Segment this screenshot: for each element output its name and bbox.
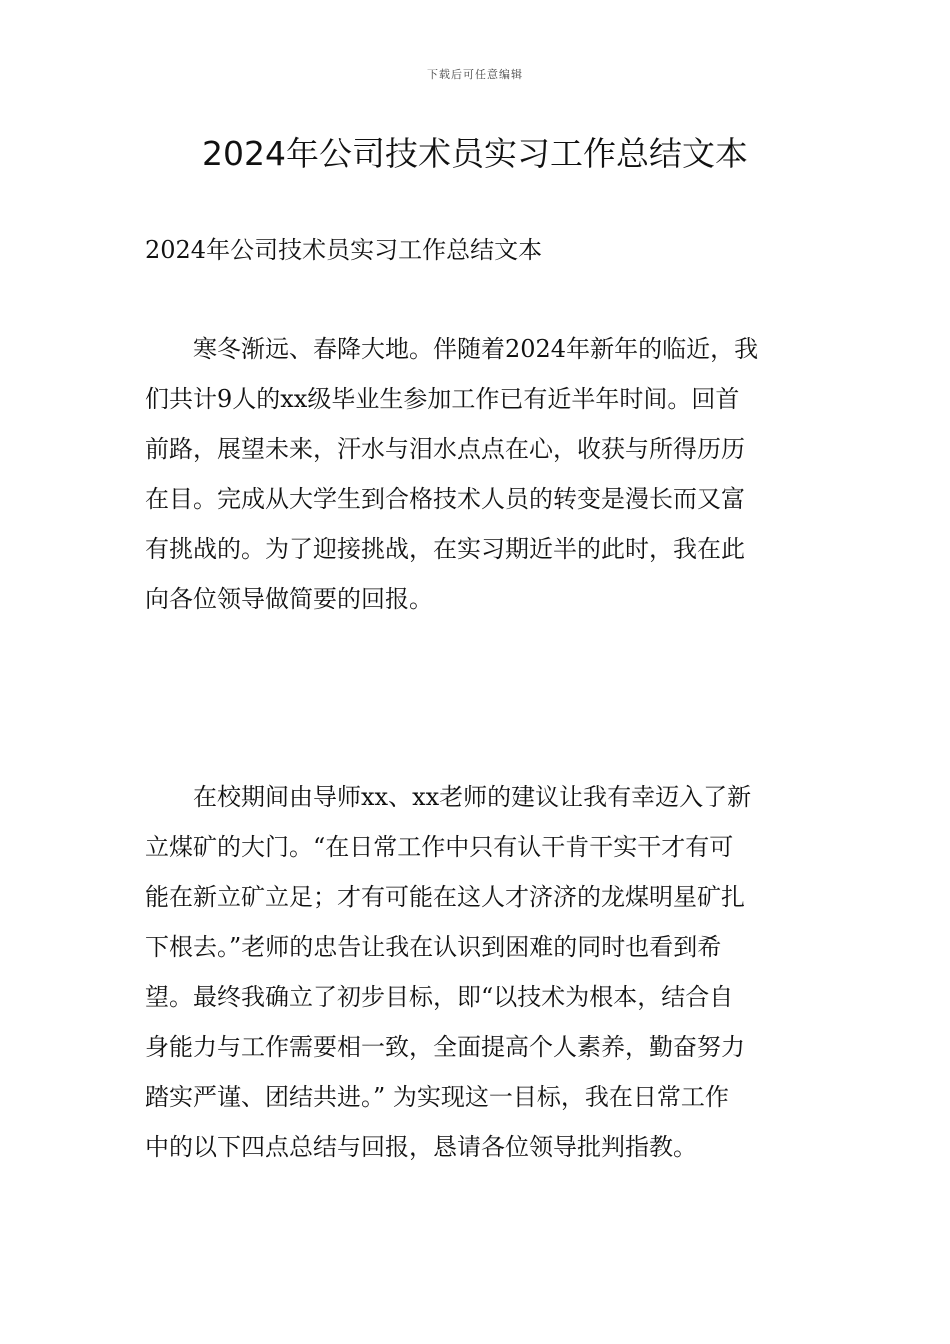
paragraph-intro <box>145 324 810 624</box>
paragraph-line: 向各位领导做简要的回报。 <box>145 585 433 613</box>
header-note: 下载后可任意编辑 <box>427 68 523 81</box>
paragraph-line: 望。最终我确立了初步目标，即“以技术为根本，结合自 <box>145 983 734 1011</box>
paragraph-line: 有挑战的。为了迎接挑战，在实习期近半的此时，我在此 <box>145 535 745 563</box>
paragraph-line: 寒冬渐远、春降大地。伴随着2024年新年的临近，我 <box>145 335 759 363</box>
document-subtitle: 2024年公司技术员实习工作总结文本 <box>145 236 543 264</box>
paragraph-line: 在目。完成从大学生到合格技术人员的转变是漫长而又富 <box>145 485 745 513</box>
paragraph-line: 立煤矿的大门。“在日常工作中只有认干肯干实干才有可 <box>145 833 734 861</box>
paragraph-line: 前路，展望未来，汗水与泪水点点在心，收获与所得历历 <box>145 435 745 463</box>
paragraph-line: 中的以下四点总结与回报，恳请各位领导批判指教。 <box>145 1133 697 1161</box>
paragraph-line: 们共计9人的xx级毕业生参加工作已有近半年时间。回首 <box>145 385 740 413</box>
paragraph-line: 踏实严谨、团结共进。” 为实现这一目标，我在日常工作 <box>145 1083 729 1111</box>
document-title: 2024年公司技术员实习工作总结文本 <box>202 134 748 173</box>
paragraph-goal <box>145 772 810 1172</box>
paragraph-line: 在校期间由导师xx、xx老师的建议让我有幸迈入了新 <box>145 783 752 811</box>
paragraph-line: 身能力与工作需要相一致，全面提高个人素养，勤奋努力 <box>145 1033 745 1061</box>
paragraph-line: 下根去。”老师的忠告让我在认识到困难的同时也看到希 <box>145 933 722 961</box>
paragraph-line: 能在新立矿立足；才有可能在这人才济济的龙煤明星矿扎 <box>145 883 745 911</box>
